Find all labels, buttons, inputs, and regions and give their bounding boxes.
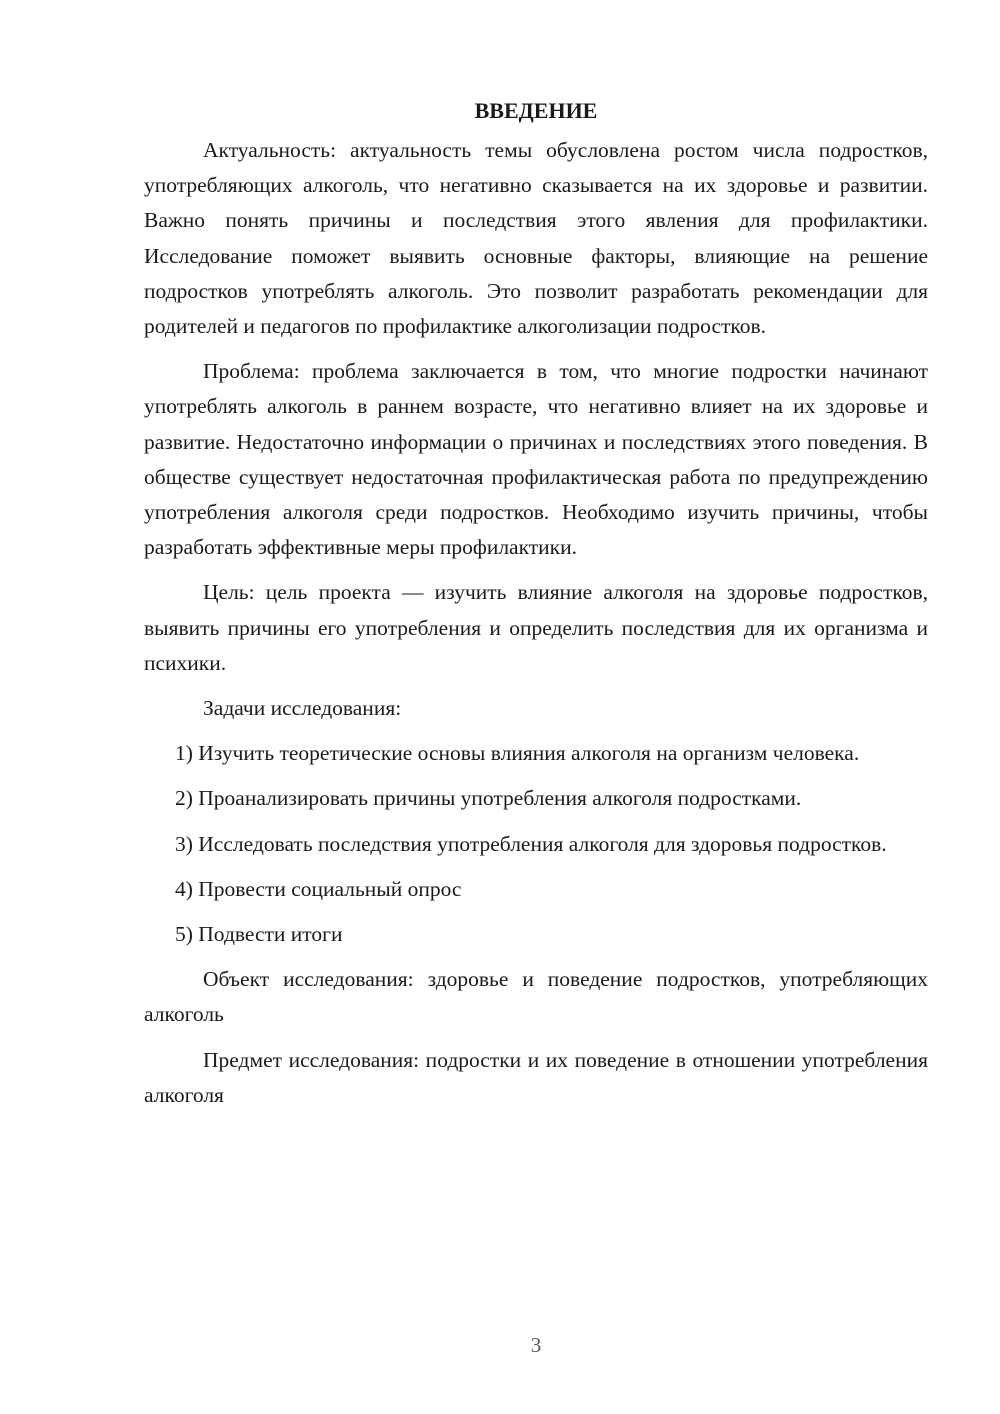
problem-paragraph: Проблема: проблема заключается в том, что многие подростки начинают употреблять алкоголь в раннем возрасте, что негативно влияет на их здоровье и развитие. Недостаточно информации о причинах и последствиях этого поведения. В обществе существует недостаточная профилактическая работа по предупреждению употребления алкоголя среди подростков. Необходимо изучить причины, чтобы разработать эффективные меры профилактики. — [144, 359, 928, 560]
task-item: 2) Проанализировать причины употребления алкоголя подростками. — [175, 786, 802, 811]
task-item: 3) Исследовать последствия употребления алкоголя для здоровья подростков. — [175, 831, 887, 856]
page-number: 3 — [530, 1333, 542, 1357]
document-page — [144, 93, 928, 1123]
task-item: 1) Изучить теоретические основы влияния алкоголя на организм человека. — [175, 741, 860, 766]
goal-paragraph: Цель: цель проекта — изучить влияние алкоголя на здоровье подростков, выявить причины его употребления и определить последствия для их организма и психики. — [144, 580, 928, 675]
research-subject-paragraph: Предмет исследования: подростки и их поведение в отношении употребления алкоголя — [144, 1047, 928, 1107]
research-object-paragraph: Объект исследования: здоровье и поведение подростков, употребляющих алкоголь — [144, 967, 928, 1027]
section-heading: ВВЕДЕНИЕ — [474, 98, 598, 123]
task-item: 5) Подвести итоги — [175, 922, 343, 947]
tasks-title: Задачи исследования: — [203, 696, 402, 721]
relevance-paragraph: Актуальность: актуальность темы обусловлена ростом числа подростков, употребляющих алкоголь, что негативно сказывается на их здоровье и развитии. Важно понять причины и последствия этого явления для профилактики. Исследование поможет выявить основные факторы, влияющие на решение подростков употреблять алкоголь. Это позволит разработать рекомендации для родителей и педагогов по профилактике алкоголизации подростков. — [144, 138, 928, 339]
task-item: 4) Провести социальный опрос — [175, 876, 462, 901]
